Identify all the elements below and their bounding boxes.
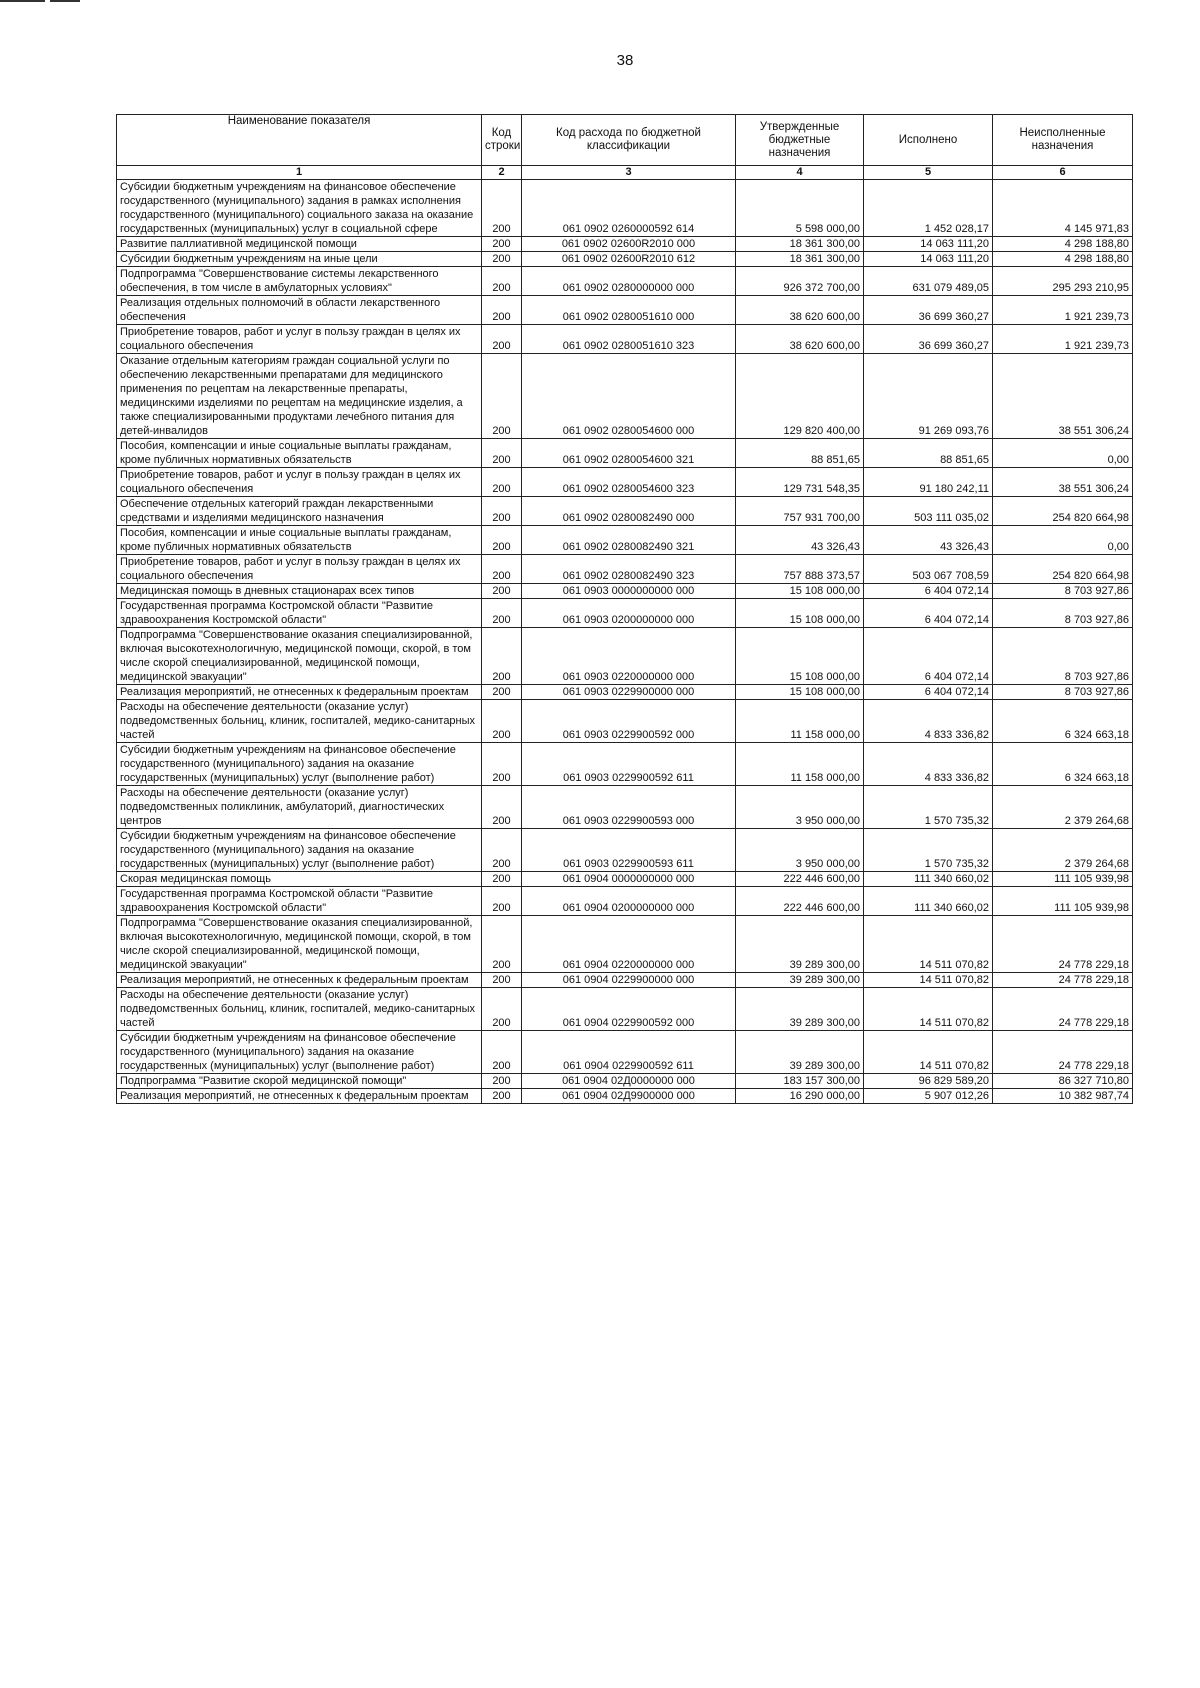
row-budget-classification: 061 0903 0229900000 000 <box>522 685 736 700</box>
table-row <box>117 988 1133 1031</box>
row-line-code: 200 <box>482 468 522 497</box>
row-unexecuted-amount: 4 298 188,80 <box>993 252 1133 267</box>
table-row <box>117 468 1133 497</box>
row-line-code: 200 <box>482 252 522 267</box>
row-budget-classification: 061 0904 0229900000 000 <box>522 973 736 988</box>
row-indicator-name: Субсидии бюджетным учреждениям на иные цели <box>117 252 482 267</box>
row-line-code: 200 <box>482 526 522 555</box>
row-line-code: 200 <box>482 497 522 526</box>
row-indicator-name: Реализация мероприятий, не отнесенных к федеральным проектам <box>117 1089 482 1104</box>
row-budget-classification: 061 0903 0220000000 000 <box>522 628 736 685</box>
row-unexecuted-amount: 86 327 710,80 <box>993 1074 1133 1089</box>
table-row <box>117 1031 1133 1074</box>
scan-edge-marks <box>0 0 300 4</box>
row-unexecuted-amount: 6 324 663,18 <box>993 700 1133 743</box>
table-row <box>117 267 1133 296</box>
row-line-code: 200 <box>482 973 522 988</box>
row-budget-classification: 061 0903 0229900593 611 <box>522 829 736 872</box>
column-number: 3 <box>522 166 736 180</box>
row-indicator-name: Приобретение товаров, работ и услуг в пользу граждан в целях их социального обеспечения <box>117 325 482 354</box>
row-unexecuted-amount: 4 298 188,80 <box>993 237 1133 252</box>
row-budget-classification: 061 0902 0280054600 323 <box>522 468 736 497</box>
table-row <box>117 325 1133 354</box>
row-approved-amount: 3 950 000,00 <box>736 786 864 829</box>
row-unexecuted-amount: 10 382 987,74 <box>993 1089 1133 1104</box>
row-approved-amount: 5 598 000,00 <box>736 180 864 237</box>
row-line-code: 200 <box>482 325 522 354</box>
row-unexecuted-amount: 8 703 927,86 <box>993 584 1133 599</box>
row-approved-amount: 129 820 400,00 <box>736 354 864 439</box>
row-unexecuted-amount: 24 778 229,18 <box>993 916 1133 973</box>
row-approved-amount: 183 157 300,00 <box>736 1074 864 1089</box>
table-row <box>117 786 1133 829</box>
row-line-code: 200 <box>482 584 522 599</box>
row-unexecuted-amount: 2 379 264,68 <box>993 829 1133 872</box>
row-budget-classification: 061 0904 0000000000 000 <box>522 872 736 887</box>
row-unexecuted-amount: 295 293 210,95 <box>993 267 1133 296</box>
row-approved-amount: 43 326,43 <box>736 526 864 555</box>
row-budget-classification: 061 0902 0280051610 323 <box>522 325 736 354</box>
row-unexecuted-amount: 1 921 239,73 <box>993 296 1133 325</box>
row-unexecuted-amount: 111 105 939,98 <box>993 887 1133 916</box>
header-line-code: Код строки <box>482 115 522 166</box>
row-budget-classification: 061 0902 0280054600 000 <box>522 354 736 439</box>
table-row <box>117 685 1133 700</box>
row-executed-amount: 4 833 336,82 <box>864 743 993 786</box>
table-row <box>117 252 1133 267</box>
row-approved-amount: 39 289 300,00 <box>736 988 864 1031</box>
row-unexecuted-amount: 24 778 229,18 <box>993 973 1133 988</box>
row-budget-classification: 061 0903 0229900593 000 <box>522 786 736 829</box>
row-approved-amount: 39 289 300,00 <box>736 916 864 973</box>
row-line-code: 200 <box>482 1031 522 1074</box>
row-unexecuted-amount: 8 703 927,86 <box>993 599 1133 628</box>
table-row <box>117 887 1133 916</box>
row-approved-amount: 39 289 300,00 <box>736 973 864 988</box>
row-executed-amount: 6 404 072,14 <box>864 584 993 599</box>
row-indicator-name: Пособия, компенсации и иные социальные выплаты гражданам, кроме публичных нормативных обязательств <box>117 526 482 555</box>
row-indicator-name: Развитие паллиативной медицинской помощи <box>117 237 482 252</box>
row-budget-classification: 061 0902 0280082490 321 <box>522 526 736 555</box>
budget-execution-table <box>116 114 1133 1104</box>
row-executed-amount: 1 570 735,32 <box>864 829 993 872</box>
row-budget-classification: 061 0902 02600R2010 000 <box>522 237 736 252</box>
row-approved-amount: 3 950 000,00 <box>736 829 864 872</box>
row-executed-amount: 36 699 360,27 <box>864 296 993 325</box>
row-executed-amount: 503 111 035,02 <box>864 497 993 526</box>
row-approved-amount: 11 158 000,00 <box>736 743 864 786</box>
row-line-code: 200 <box>482 599 522 628</box>
row-budget-classification: 061 0903 0000000000 000 <box>522 584 736 599</box>
header-approved: Утвержденные бюджетные назначения <box>736 115 864 166</box>
table-row <box>117 1089 1133 1104</box>
row-indicator-name: Реализация мероприятий, не отнесенных к федеральным проектам <box>117 685 482 700</box>
row-budget-classification: 061 0903 0229900592 000 <box>522 700 736 743</box>
row-approved-amount: 222 446 600,00 <box>736 872 864 887</box>
table-row <box>117 700 1133 743</box>
row-executed-amount: 91 269 093,76 <box>864 354 993 439</box>
row-budget-classification: 061 0904 0229900592 611 <box>522 1031 736 1074</box>
row-approved-amount: 39 289 300,00 <box>736 1031 864 1074</box>
table-header-row <box>117 115 1133 166</box>
row-approved-amount: 15 108 000,00 <box>736 628 864 685</box>
column-number: 4 <box>736 166 864 180</box>
row-indicator-name: Расходы на обеспечение деятельности (оказание услуг) подведомственных больниц, клиник, госпиталей, медико-санитарных частей <box>117 700 482 743</box>
row-indicator-name: Субсидии бюджетным учреждениям на финансовое обеспечение государственного (муниципального) задания на оказание государственных (муниципальных) услуг (выполнение работ) <box>117 743 482 786</box>
row-line-code: 200 <box>482 872 522 887</box>
row-line-code: 200 <box>482 1074 522 1089</box>
row-budget-classification: 061 0904 02Д9900000 000 <box>522 1089 736 1104</box>
table-row <box>117 628 1133 685</box>
row-line-code: 200 <box>482 887 522 916</box>
row-budget-classification: 061 0902 02600R2010 612 <box>522 252 736 267</box>
row-line-code: 200 <box>482 555 522 584</box>
row-indicator-name: Субсидии бюджетным учреждениям на финансовое обеспечение государственного (муниципального) задания на оказание государственных (муниципальных) услуг (выполнение работ) <box>117 829 482 872</box>
row-indicator-name: Реализация отдельных полномочий в области лекарственного обеспечения <box>117 296 482 325</box>
column-number: 2 <box>482 166 522 180</box>
row-unexecuted-amount: 254 820 664,98 <box>993 497 1133 526</box>
row-indicator-name: Подпрограмма "Развитие скорой медицинской помощи" <box>117 1074 482 1089</box>
header-indicator-name: Наименование показателя <box>117 115 482 166</box>
row-indicator-name: Подпрограмма "Совершенствование оказания специализированной, включая высокотехнологичную, медицинской помощи, скорой, в том числе скорой специализированной, медицинской помощи, медицинской эвакуации" <box>117 628 482 685</box>
row-unexecuted-amount: 24 778 229,18 <box>993 988 1133 1031</box>
row-indicator-name: Расходы на обеспечение деятельности (оказание услуг) подведомственных поликлиник, амбулаторий, диагностических центров <box>117 786 482 829</box>
header-budget-classification: Код расхода по бюджетной классификации <box>522 115 736 166</box>
row-budget-classification: 061 0903 0229900592 611 <box>522 743 736 786</box>
row-approved-amount: 38 620 600,00 <box>736 296 864 325</box>
row-unexecuted-amount: 2 379 264,68 <box>993 786 1133 829</box>
row-approved-amount: 926 372 700,00 <box>736 267 864 296</box>
row-line-code: 200 <box>482 296 522 325</box>
row-line-code: 200 <box>482 743 522 786</box>
row-executed-amount: 1 570 735,32 <box>864 786 993 829</box>
row-executed-amount: 1 452 028,17 <box>864 180 993 237</box>
row-budget-classification: 061 0904 02Д0000000 000 <box>522 1074 736 1089</box>
column-number: 5 <box>864 166 993 180</box>
row-budget-classification: 061 0902 0260000592 614 <box>522 180 736 237</box>
row-budget-classification: 061 0902 0280054600 321 <box>522 439 736 468</box>
table-row <box>117 743 1133 786</box>
row-approved-amount: 757 888 373,57 <box>736 555 864 584</box>
row-indicator-name: Подпрограмма "Совершенствование системы лекарственного обеспечения, в том числе в амбулаторных условиях" <box>117 267 482 296</box>
row-executed-amount: 14 511 070,82 <box>864 916 993 973</box>
row-approved-amount: 757 931 700,00 <box>736 497 864 526</box>
table-row <box>117 555 1133 584</box>
row-budget-classification: 061 0902 0280082490 000 <box>522 497 736 526</box>
row-indicator-name: Оказание отдельным категориям граждан социальной услуги по обеспечению лекарственными препаратами для медицинского применения по рецептам на лекарственные препараты, медицинскими изделиями по рецептам на медицинские изделия, а также специализированными продуктами лечебного питания для детей-инвалидов <box>117 354 482 439</box>
row-line-code: 200 <box>482 916 522 973</box>
row-executed-amount: 14 511 070,82 <box>864 973 993 988</box>
row-approved-amount: 88 851,65 <box>736 439 864 468</box>
row-line-code: 200 <box>482 354 522 439</box>
row-approved-amount: 16 290 000,00 <box>736 1089 864 1104</box>
row-approved-amount: 11 158 000,00 <box>736 700 864 743</box>
row-indicator-name: Пособия, компенсации и иные социальные выплаты гражданам, кроме публичных нормативных обязательств <box>117 439 482 468</box>
table-row <box>117 439 1133 468</box>
table-row <box>117 1074 1133 1089</box>
row-unexecuted-amount: 24 778 229,18 <box>993 1031 1133 1074</box>
row-indicator-name: Подпрограмма "Совершенствование оказания специализированной, включая высокотехнологичную, медицинской помощи, скорой, в том числе скорой специализированной, медицинской помощи, медицинской эвакуации" <box>117 916 482 973</box>
row-indicator-name: Приобретение товаров, работ и услуг в пользу граждан в целях их социального обеспечения <box>117 555 482 584</box>
row-executed-amount: 14 063 111,20 <box>864 252 993 267</box>
row-indicator-name: Субсидии бюджетным учреждениям на финансовое обеспечение государственного (муниципального) задания в рамках исполнения государственного (муниципального) социального заказа на оказание государственных (муниципальных) услуг в социальной сфере <box>117 180 482 237</box>
row-unexecuted-amount: 0,00 <box>993 526 1133 555</box>
row-line-code: 200 <box>482 700 522 743</box>
row-executed-amount: 111 340 660,02 <box>864 887 993 916</box>
row-unexecuted-amount: 1 921 239,73 <box>993 325 1133 354</box>
row-executed-amount: 5 907 012,26 <box>864 1089 993 1104</box>
row-indicator-name: Субсидии бюджетным учреждениям на финансовое обеспечение государственного (муниципального) задания на оказание государственных (муниципальных) услуг (выполнение работ) <box>117 1031 482 1074</box>
row-unexecuted-amount: 38 551 306,24 <box>993 468 1133 497</box>
table-row <box>117 296 1133 325</box>
table-row <box>117 497 1133 526</box>
table-row <box>117 180 1133 237</box>
row-approved-amount: 18 361 300,00 <box>736 237 864 252</box>
row-budget-classification: 061 0904 0220000000 000 <box>522 916 736 973</box>
row-line-code: 200 <box>482 829 522 872</box>
row-approved-amount: 15 108 000,00 <box>736 685 864 700</box>
row-executed-amount: 14 511 070,82 <box>864 988 993 1031</box>
row-executed-amount: 631 079 489,05 <box>864 267 993 296</box>
row-executed-amount: 96 829 589,20 <box>864 1074 993 1089</box>
header-unexecuted: Неисполненные назначения <box>993 115 1133 166</box>
row-line-code: 200 <box>482 237 522 252</box>
row-indicator-name: Медицинская помощь в дневных стационарах всех типов <box>117 584 482 599</box>
row-unexecuted-amount: 8 703 927,86 <box>993 685 1133 700</box>
row-line-code: 200 <box>482 1089 522 1104</box>
row-executed-amount: 4 833 336,82 <box>864 700 993 743</box>
table-row <box>117 237 1133 252</box>
row-budget-classification: 061 0902 0280082490 323 <box>522 555 736 584</box>
header-executed: Исполнено <box>864 115 993 166</box>
table-row <box>117 872 1133 887</box>
column-number: 6 <box>993 166 1133 180</box>
row-executed-amount: 6 404 072,14 <box>864 628 993 685</box>
row-indicator-name: Государственная программа Костромской области "Развитие здравоохранения Костромской области" <box>117 887 482 916</box>
row-approved-amount: 18 361 300,00 <box>736 252 864 267</box>
table-row <box>117 526 1133 555</box>
row-indicator-name: Обеспечение отдельных категорий граждан лекарственными средствами и изделиями медицинского назначения <box>117 497 482 526</box>
row-approved-amount: 15 108 000,00 <box>736 584 864 599</box>
row-indicator-name: Скорая медицинская помощь <box>117 872 482 887</box>
row-line-code: 200 <box>482 628 522 685</box>
row-executed-amount: 14 063 111,20 <box>864 237 993 252</box>
table-row <box>117 829 1133 872</box>
row-executed-amount: 88 851,65 <box>864 439 993 468</box>
row-unexecuted-amount: 6 324 663,18 <box>993 743 1133 786</box>
row-executed-amount: 6 404 072,14 <box>864 685 993 700</box>
row-executed-amount: 14 511 070,82 <box>864 1031 993 1074</box>
row-indicator-name: Приобретение товаров, работ и услуг в пользу граждан в целях их социального обеспечения <box>117 468 482 497</box>
row-executed-amount: 91 180 242,11 <box>864 468 993 497</box>
row-budget-classification: 061 0904 0200000000 000 <box>522 887 736 916</box>
row-budget-classification: 061 0904 0229900592 000 <box>522 988 736 1031</box>
row-unexecuted-amount: 38 551 306,24 <box>993 354 1133 439</box>
row-line-code: 200 <box>482 439 522 468</box>
row-approved-amount: 129 731 548,35 <box>736 468 864 497</box>
row-indicator-name: Реализация мероприятий, не отнесенных к федеральным проектам <box>117 973 482 988</box>
row-unexecuted-amount: 4 145 971,83 <box>993 180 1133 237</box>
row-unexecuted-amount: 0,00 <box>993 439 1133 468</box>
row-unexecuted-amount: 254 820 664,98 <box>993 555 1133 584</box>
row-approved-amount: 38 620 600,00 <box>736 325 864 354</box>
row-line-code: 200 <box>482 786 522 829</box>
column-number: 1 <box>117 166 482 180</box>
row-budget-classification: 061 0902 0280051610 000 <box>522 296 736 325</box>
row-executed-amount: 36 699 360,27 <box>864 325 993 354</box>
table-row <box>117 354 1133 439</box>
row-line-code: 200 <box>482 267 522 296</box>
column-number-row <box>117 166 1133 180</box>
row-line-code: 200 <box>482 988 522 1031</box>
row-indicator-name: Расходы на обеспечение деятельности (оказание услуг) подведомственных больниц, клиник, госпиталей, медико-санитарных частей <box>117 988 482 1031</box>
row-line-code: 200 <box>482 180 522 237</box>
table-row <box>117 973 1133 988</box>
row-line-code: 200 <box>482 685 522 700</box>
row-executed-amount: 6 404 072,14 <box>864 599 993 628</box>
row-budget-classification: 061 0903 0200000000 000 <box>522 599 736 628</box>
row-executed-amount: 111 340 660,02 <box>864 872 993 887</box>
row-executed-amount: 43 326,43 <box>864 526 993 555</box>
page-number: 38 <box>616 52 634 69</box>
table-row <box>117 599 1133 628</box>
row-executed-amount: 503 067 708,59 <box>864 555 993 584</box>
row-approved-amount: 15 108 000,00 <box>736 599 864 628</box>
row-unexecuted-amount: 111 105 939,98 <box>993 872 1133 887</box>
row-indicator-name: Государственная программа Костромской области "Развитие здравоохранения Костромской области" <box>117 599 482 628</box>
table-row <box>117 584 1133 599</box>
row-approved-amount: 222 446 600,00 <box>736 887 864 916</box>
table-row <box>117 916 1133 973</box>
row-unexecuted-amount: 8 703 927,86 <box>993 628 1133 685</box>
row-budget-classification: 061 0902 0280000000 000 <box>522 267 736 296</box>
